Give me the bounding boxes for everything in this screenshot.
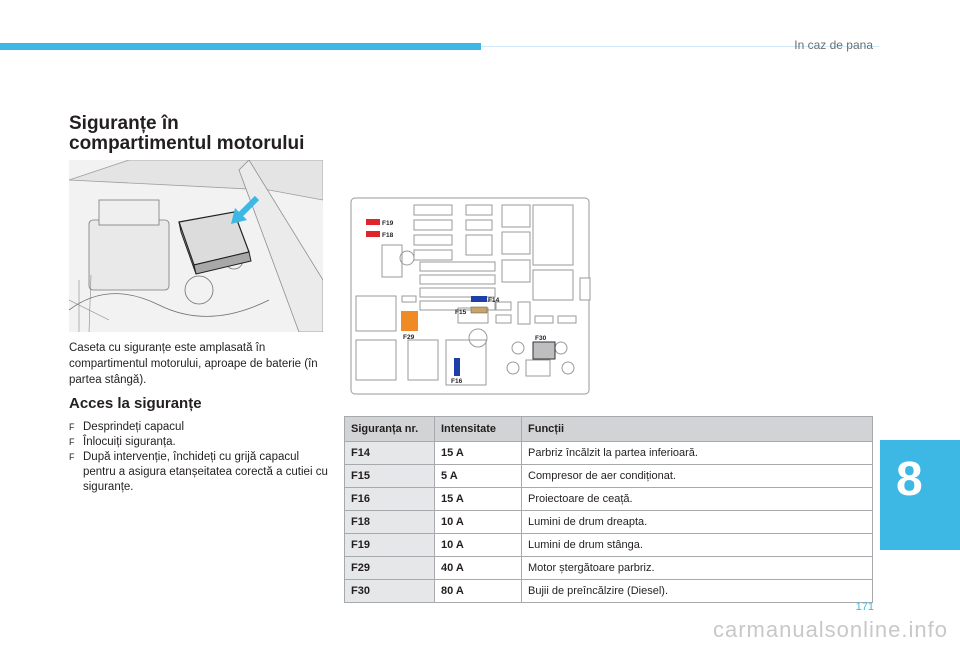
fuse-number-cell: F18 [345,511,435,534]
page-title-line2: compartimentul motorului [69,133,305,154]
step-text: După intervenție, închideți cu grijă capacul pentru a asigura etanșeitatea corectă a cutiei cu siguranțe. [83,451,328,493]
table-row [345,488,873,511]
intensity-cell: 5 A [435,465,522,488]
page-number: 171 [855,601,874,613]
column-header: Funcții [522,417,873,442]
fuse-number-cell: F16 [345,488,435,511]
fuse-box-diagram [348,190,592,395]
list-item [69,435,331,450]
function-cell: Proiectoare de ceață. [522,488,873,511]
engine-drawing [69,160,323,332]
fuse-number-cell: F29 [345,557,435,580]
step-text: Înlocuiți siguranța. [83,436,176,448]
fuse-f18 [366,231,380,237]
label-f29: F29 [403,334,415,341]
label-f19: F19 [382,220,394,227]
table-row [345,534,873,557]
label-f14: F14 [488,297,500,304]
engine-compartment-illustration [69,160,323,332]
column-header: Intensitate [435,417,522,442]
page-title [69,114,369,154]
function-cell: Compresor de aer condiționat. [522,465,873,488]
table-row [345,557,873,580]
table-row [345,465,873,488]
label-f16: F16 [451,378,463,385]
steps-list [69,420,331,495]
fuse-f14 [471,296,487,302]
function-cell: Bujii de preîncălzire (Diesel). [522,580,873,603]
label-f18: F18 [382,232,394,239]
fuse-f19 [366,219,380,225]
label-f15: F15 [455,309,467,316]
fuse-number-cell: F14 [345,442,435,465]
intro-paragraph: Caseta cu siguranțe este amplasată în compartimentul motorului, aproape de baterie (în partea stângă). [69,342,318,386]
fuse-table [344,416,873,603]
fuse-number-cell: F15 [345,465,435,488]
acces-heading: Acces la siguranțe [69,395,202,412]
bullet-icon: F [69,452,75,462]
fuse-f15 [471,307,487,313]
function-cell: Parbriz încălzit la partea inferioară. [522,442,873,465]
list-item [69,420,331,435]
fuse-f30 [533,342,555,359]
label-f30: F30 [535,335,547,342]
chapter-number: 8 [896,453,923,506]
function-cell: Lumini de drum stânga. [522,534,873,557]
table-row [345,511,873,534]
section-title: In caz de pana [794,38,873,52]
function-cell: Motor ștergătoare parbriz. [522,557,873,580]
intensity-cell: 10 A [435,534,522,557]
fuse-number-cell: F19 [345,534,435,557]
intensity-cell: 40 A [435,557,522,580]
page-title-line1: Siguranțe în [69,113,179,134]
table-header-row [345,417,873,442]
intensity-cell: 10 A [435,511,522,534]
intensity-cell: 80 A [435,580,522,603]
table-row [345,580,873,603]
watermark: carmanualsonline.info [712,617,948,642]
intensity-cell: 15 A [435,488,522,511]
bullet-icon: F [69,422,75,432]
fuse-f29 [401,311,418,331]
bullet-icon: F [69,437,75,447]
list-item [69,450,331,495]
function-cell: Lumini de drum dreapta. [522,511,873,534]
column-header: Siguranța nr. [345,417,435,442]
fuse-f16 [454,358,460,376]
fuse-number-cell: F30 [345,580,435,603]
table-row [345,442,873,465]
step-text: Desprindeți capacul [83,421,185,433]
header-accent-bar [0,43,481,50]
intensity-cell: 15 A [435,442,522,465]
